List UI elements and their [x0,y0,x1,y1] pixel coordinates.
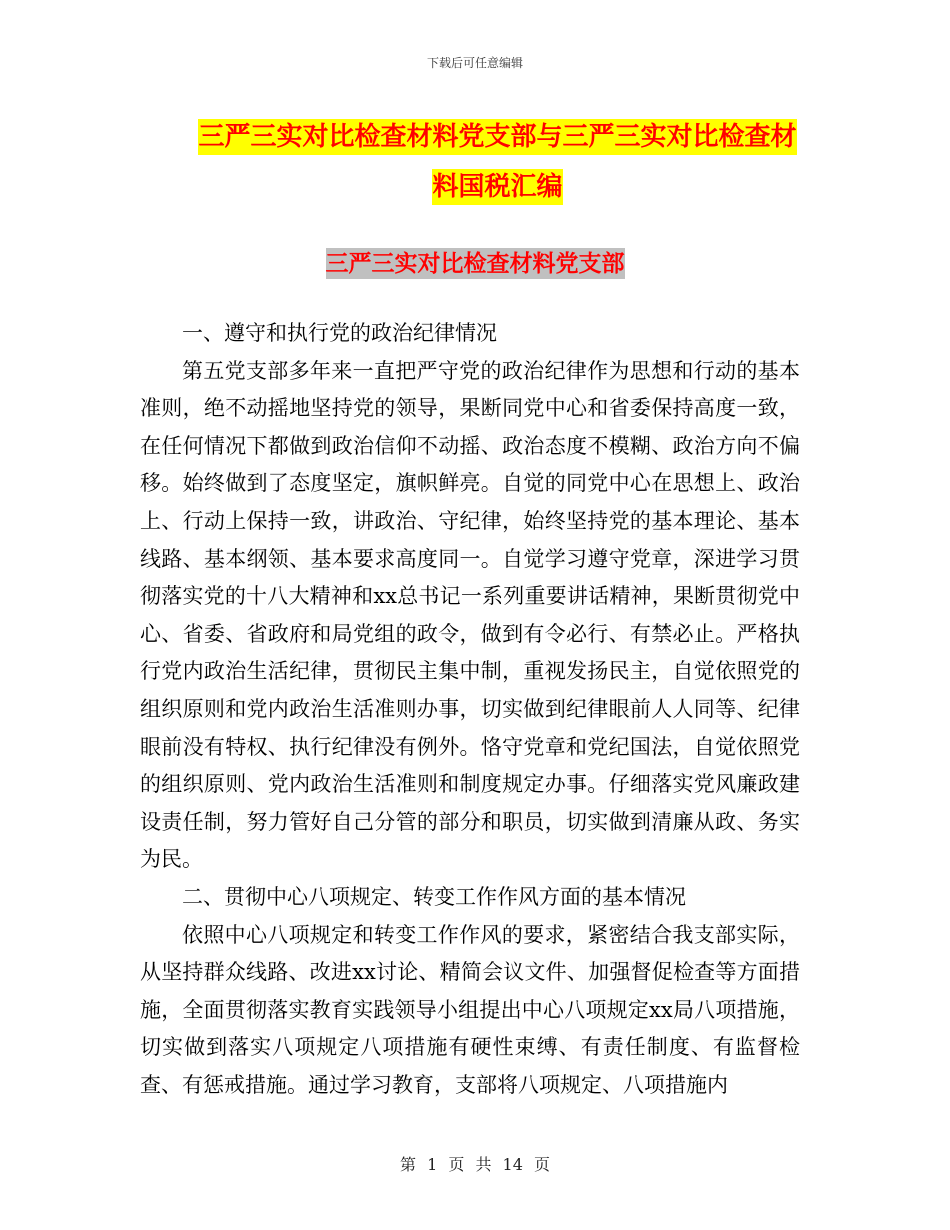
heading-eight-regulations: 二、贯彻中心八项规定、转变工作作风方面的基本情况 [182,884,686,909]
document-title [130,112,865,212]
document-title-line-2: 料国税汇编 [432,169,562,205]
header-note: 下载后可任意编辑 [426,56,523,70]
document-title-line-1: 三严三实对比检查材料党支部与三严三实对比检查材 [198,119,796,155]
section-title [0,247,950,281]
section-title-text: 三严三实对比检查材料党支部 [325,250,625,277]
heading-political-discipline: 一、遵守和执行党的政治纪律情况 [182,321,497,345]
paragraph-political-discipline: 第五党支部多年来一直把严守党的政治纪律作为思想和行动的基本准则，绝不动摇地坚持党的领导，果断同党中心和省委保持高度一致，在任何情况下都做到政治信仰不动摇、政治态度不模糊、政治方向不偏移。始终做到了态度坚定，旗帜鲜亮。自觉的同党中心在思想上、政治上、行动上保持一致，讲政治、守纪律，始终坚持党的基本理论、基本线路、基本纲领、基本要求高度同一。自觉学习遵守党章，深进学习贯彻落实党的十八大精神和xx总书记一系列重要讲话精神，果断贯彻党中心、省委、省政府和局党组的政令，做到有令必行、有禁必止。严格执行党内政治生活纪律，贯彻民主集中制，重视发扬民主，自觉依照党的组织原则和党内政治生活准则办事，切实做到纪律眼前人人同等、纪律眼前没有特权、执行纪律没有例外。恪守党章和党纪国法，自觉依照党的组织原则、党内政治生活准则和制度规定办事。仔细落实党风廉政建设责任制，努力管好自己分管的部分和职员，切实做到清廉从政、务实为民。 [140,358,800,872]
page-number-footer: 第 1 页 共 14 页 [400,1155,550,1174]
paragraph-eight-regulations: 依照中心八项规定和转变工作作风的要求，紧密结合我支部实际，从坚持群众线路、改进xx讨论、精简会议文件、加强督促检查等方面措施，全面贯彻落实教育实践领导小组提出中心八项规定xx局八项措施，切实做到落实八项规定八项措施有硬性束缚、有责任制度、有监督检查、有惩戒措施。通过学习教育，支部将八项规定、八项措施内 [140,922,800,1097]
body-text [140,315,800,1104]
